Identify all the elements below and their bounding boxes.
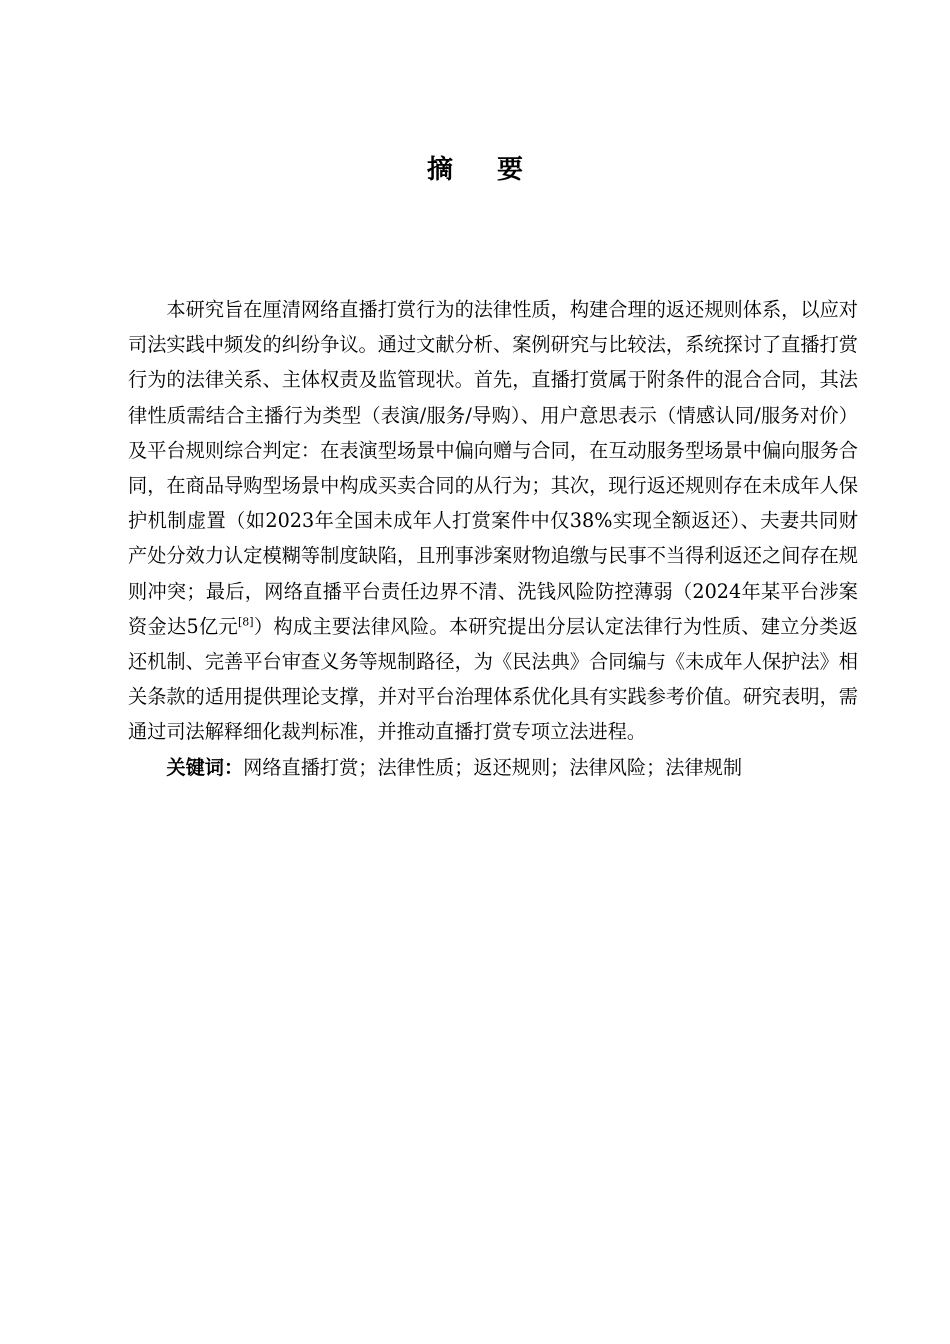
citation-marker: [8] (238, 615, 254, 629)
abstract-heading (0, 152, 950, 188)
keywords-line (128, 750, 858, 785)
abstract-text-part-1: 本研究旨在厘清网络直播打赏行为的法律性质，构建合理的返还规则体系，以应对司法实践中频发的纠纷争议。通过文献分析、案例研究与比较法，系统探讨了直播打赏行为的法律关系、主体权责及监管现状。首先，直播打赏属于附条件的混合合同，其法律性质需结合主播行为类型（表演/服务/导购）、用户意思表示（情感认同/服务对价）及平台规则综合判定：在表演型场景中偏向赠与合同，在互动服务型场景中偏向服务合同，在商品导购型场景中构成买卖合同的从行为；其次，现行返还规则存在未成年人保护机制虚置（如2023年全国未成年人打赏案件中仅38%实现全额返还）、夫妻共同财产处分效力认定模糊等制度缺陷，且刑事涉案财物追缴与民事不当得利返还之间存在规则冲突；最后，网络直播平台责任边界不清、洗钱风险防控薄弱（2024年某平台涉案资金达5亿元 (128, 298, 858, 638)
keywords-text: 网络直播打赏；法律性质；返还规则；法律风险；法律规制 (243, 755, 743, 779)
abstract-body (128, 292, 858, 785)
heading-char-1: 摘 (426, 155, 453, 185)
abstract-text-part-2: ）构成主要法律风险。本研究提出分层认定法律行为性质、建立分类返还机制、完善平台审查义务等规制路径，为《民法典》合同编与《未成年人保护法》相关条款的适用提供理论支撑，并对平台治理体系优化具有实践参考价值。研究表明，需通过司法解释细化裁判标准，并推动直播打赏专项立法进程。 (128, 614, 858, 744)
heading-char-2: 要 (497, 155, 524, 185)
keywords-label: 关键词： (166, 755, 244, 779)
abstract-paragraph (128, 292, 858, 750)
